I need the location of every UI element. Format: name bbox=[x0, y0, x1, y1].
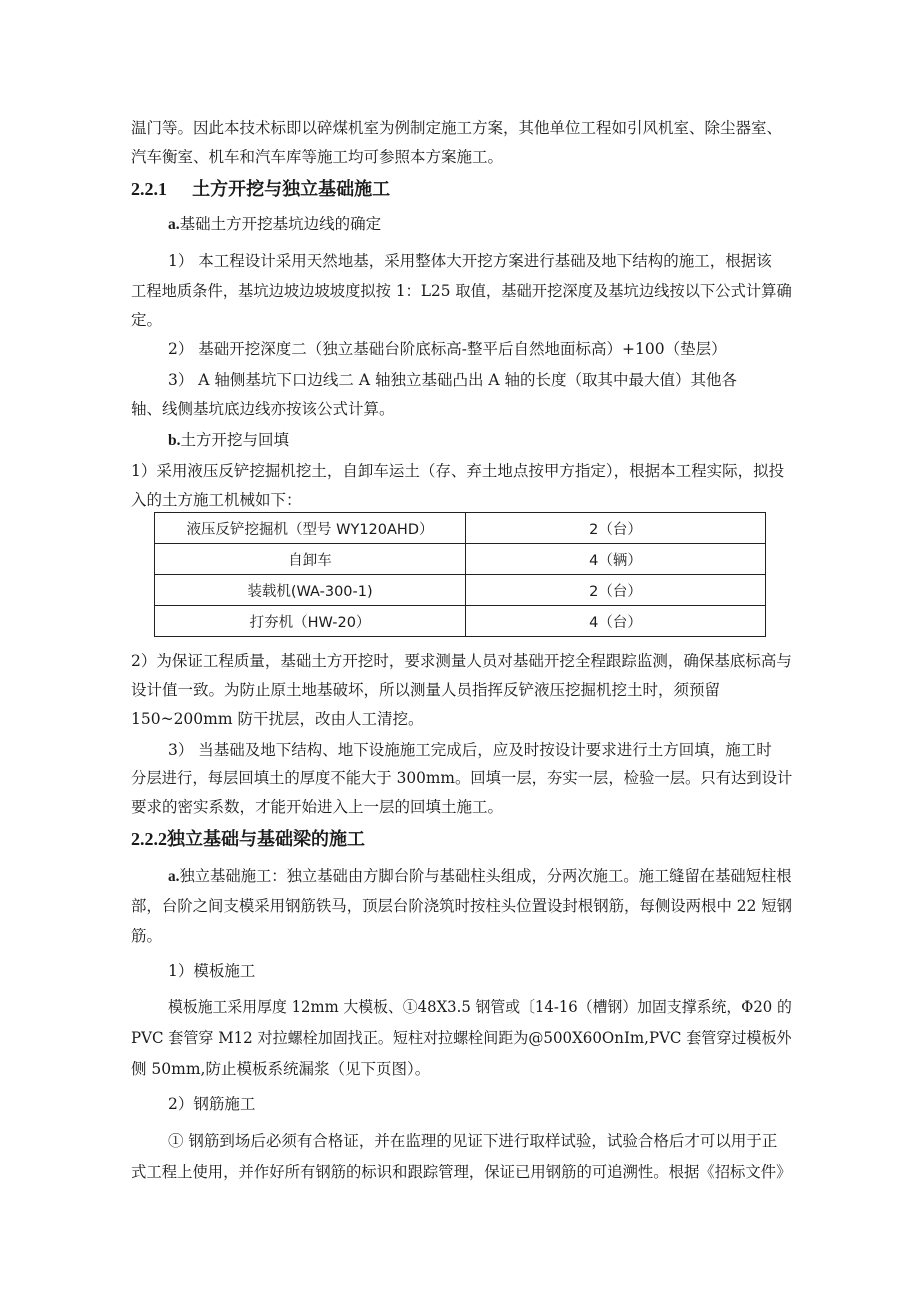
section-heading-2-2-2 bbox=[131, 827, 365, 852]
para-b2-line-1: 2）为保证工程质量，基础土方开挖时，要求测量人员对基础开挖全程跟踪监测，确保基底标高与 bbox=[131, 652, 792, 670]
subheading-a bbox=[168, 213, 381, 236]
section-title: 土方开挖与独立基础施工 bbox=[192, 179, 391, 200]
para-222a-line-1 bbox=[168, 865, 792, 888]
equipment-name: 自卸车 bbox=[155, 544, 466, 575]
subheading-rebar: 2）钢筋施工 bbox=[168, 1095, 256, 1113]
intro-line-1: 温门等。因此本技术标即以碎煤机室为例制定施工方案，其他单位工程如引风机室、除尘器室、 bbox=[131, 119, 783, 137]
para-b1-line-1: 1）采用液压反铲挖掘机挖土，自卸车运土（存、弃土地点按甲方指定），根据本工程实际，拟投 bbox=[131, 462, 785, 480]
equipment-name: 打夯机（HW-20） bbox=[155, 606, 466, 637]
para-222a-line-2: 部，台阶之间支模采用钢筋铁马，顶层台阶浇筑时按柱头位置设封根钢筋，每侧设两根中 22 短钢 bbox=[131, 897, 793, 915]
para-b2-line-2: 设计值一致。为防止原土地基破坏，所以测量人员指挥反铲液压挖掘机挖土时，须预留 bbox=[131, 681, 721, 699]
item-text: 基础土方开挖基坑边线的确定 bbox=[179, 215, 382, 233]
table-row bbox=[155, 513, 766, 544]
para-formwork-line-2: PVC 套管穿 M12 对拉螺栓加固找正。短柱对拉螺栓间距为@500X60OnIm,PVC 套管穿过模板外 bbox=[131, 1029, 792, 1047]
para-3-line-2: 轴、线侧基坑底边线亦按该公式计算。 bbox=[131, 400, 395, 418]
equipment-name: 装载机(WA-300-1) bbox=[155, 575, 466, 606]
para-rebar-line-1: ① 钢筋到场后必须有合格证，并在监理的见证下进行取样试验，试验合格后才可以用于正 bbox=[168, 1132, 778, 1150]
para-1-line-2: 工程地质条件，基坑边坡边坡坡度拟按 1：L25 取值，基础开挖深度及基坑边线按以下公式计算确 bbox=[131, 282, 792, 300]
table-row bbox=[155, 544, 766, 575]
para-formwork-line-1: 模板施工采用厚度 12mm 大模板、①48X3.5 钢管或〔14-16（槽钢）加固支撑系统，Φ20 的 bbox=[168, 998, 792, 1016]
section-number: 2.2.2 bbox=[131, 829, 167, 849]
section-title: 独立基础与基础梁的施工 bbox=[167, 829, 365, 850]
table-row bbox=[155, 606, 766, 637]
para-b2-line-3: 150~200mm 防干扰层，改由人工清挖。 bbox=[131, 710, 424, 728]
equipment-name: 液压反铲挖掘机（型号 WY120AHD） bbox=[155, 513, 466, 544]
subheading-b bbox=[168, 429, 289, 452]
para-3-line-1: 3） A 轴侧基坑下口边线二 A 轴独立基础凸出 A 轴的长度（取其中最大值）其他各 bbox=[168, 371, 738, 389]
section-number: 2.2.1 bbox=[131, 179, 167, 199]
equipment-table bbox=[154, 512, 766, 637]
equipment-qty: 2（台） bbox=[466, 513, 766, 544]
item-text: 土方开挖与回填 bbox=[180, 431, 290, 449]
equipment-qty: 4（辆） bbox=[466, 544, 766, 575]
item-label: a. bbox=[168, 216, 180, 233]
section-heading-2-2-1 bbox=[131, 177, 390, 202]
para-b3-line-2: 分层进行，每层回填土的厚度不能大于 300mm。回填一层，夯实一层，检验一层。只有达到设计 bbox=[131, 769, 793, 787]
para-formwork-line-3: 侧 50mm,防止模板系统漏浆（见下页图）。 bbox=[131, 1060, 431, 1078]
para-b1-line-2: 入的土方施工机械如下： bbox=[131, 491, 302, 509]
subheading-formwork: 1）模板施工 bbox=[168, 962, 256, 980]
para-222a-line-3: 筋。 bbox=[131, 927, 163, 945]
para-2: 2） 基础开挖深度二（独立基础台阶底标高-整平后自然地面标高）+100（垫层） bbox=[168, 340, 727, 358]
equipment-qty: 4（台） bbox=[466, 606, 766, 637]
equipment-qty: 2（台） bbox=[466, 575, 766, 606]
para-b3-line-1: 3） 当基础及地下结构、地下设施施工完成后，应及时按设计要求进行土方回填，施工时 bbox=[168, 741, 772, 759]
item-label: a. bbox=[168, 868, 180, 885]
para-1-line-3: 定。 bbox=[131, 311, 163, 329]
item-text: 独立基础施工：独立基础由方脚台阶与基础柱头组成，分两次施工。施工缝留在基础短柱根 bbox=[179, 867, 792, 885]
para-1-line-1: 1） 本工程设计采用天然地基，采用整体大开挖方案进行基础及地下结构的施工，根据该 bbox=[168, 252, 772, 270]
para-rebar-line-2: 式工程上使用，并作好所有钢筋的标识和跟踪管理，保证已用钢筋的可追溯性。根据《招标文件》 bbox=[131, 1163, 792, 1181]
intro-line-2: 汽车衡室、机车和汽车库等施工均可参照本方案施工。 bbox=[131, 148, 504, 166]
item-label: b. bbox=[168, 432, 181, 449]
table-row bbox=[155, 575, 766, 606]
para-b3-line-3: 要求的密实系数，才能开始进入上一层的回填土施工。 bbox=[131, 798, 504, 816]
